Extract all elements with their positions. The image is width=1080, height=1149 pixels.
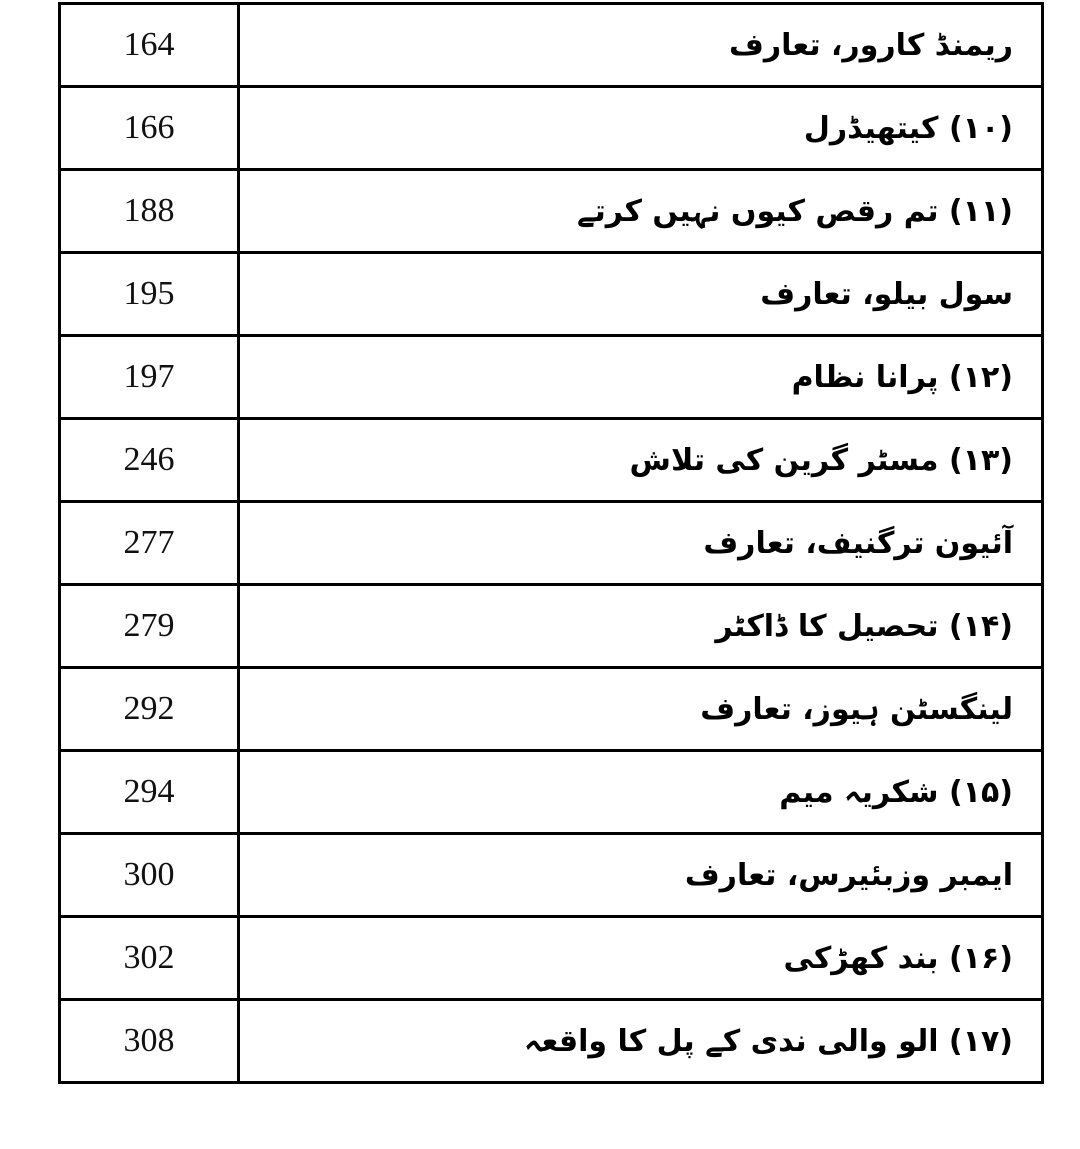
page-number: 164 — [60, 4, 239, 87]
table-row — [60, 502, 1043, 585]
chapter-title: لینگسٹن ہیوز، تعارف — [239, 668, 1043, 751]
page-number: 277 — [60, 502, 239, 585]
chapter-title: ریمنڈ کارور، تعارف — [239, 4, 1043, 87]
page-number: 300 — [60, 834, 239, 917]
table-row — [60, 253, 1043, 336]
page-number: 302 — [60, 917, 239, 1000]
page-number: 188 — [60, 170, 239, 253]
table-row — [60, 917, 1043, 1000]
chapter-title: (۱۵) شکریہ میم — [239, 751, 1043, 834]
page-number: 246 — [60, 419, 239, 502]
chapter-title: (۱۲) پرانا نظام — [239, 336, 1043, 419]
table-row — [60, 4, 1043, 87]
table-row — [60, 668, 1043, 751]
page-number: 292 — [60, 668, 239, 751]
chapter-title: آئیون ترگنیف، تعارف — [239, 502, 1043, 585]
page-number: 279 — [60, 585, 239, 668]
table-row — [60, 419, 1043, 502]
chapter-title: (۱۷) الو والی ندی کے پل کا واقعہ — [239, 1000, 1043, 1083]
chapter-title: سول بیلو، تعارف — [239, 253, 1043, 336]
table-row — [60, 87, 1043, 170]
page-number: 166 — [60, 87, 239, 170]
chapter-title: (۱۴) تحصیل کا ڈاکٹر — [239, 585, 1043, 668]
table-row — [60, 834, 1043, 917]
page-number: 294 — [60, 751, 239, 834]
table-row — [60, 336, 1043, 419]
page-number: 197 — [60, 336, 239, 419]
table-row — [60, 751, 1043, 834]
chapter-title: ایمبر وزبئیرس، تعارف — [239, 834, 1043, 917]
chapter-title: (۱۱) تم رقص کیوں نہیں کرتے — [239, 170, 1043, 253]
page-number: 195 — [60, 253, 239, 336]
table-of-contents — [58, 2, 1044, 1084]
table-row — [60, 170, 1043, 253]
chapter-title: (۱۰) کیتھیڈرل — [239, 87, 1043, 170]
chapter-title: (۱۶) بند کھڑکی — [239, 917, 1043, 1000]
chapter-title: (۱۳) مسٹر گرین کی تلاش — [239, 419, 1043, 502]
table-row — [60, 1000, 1043, 1083]
page-number: 308 — [60, 1000, 239, 1083]
table-row — [60, 585, 1043, 668]
